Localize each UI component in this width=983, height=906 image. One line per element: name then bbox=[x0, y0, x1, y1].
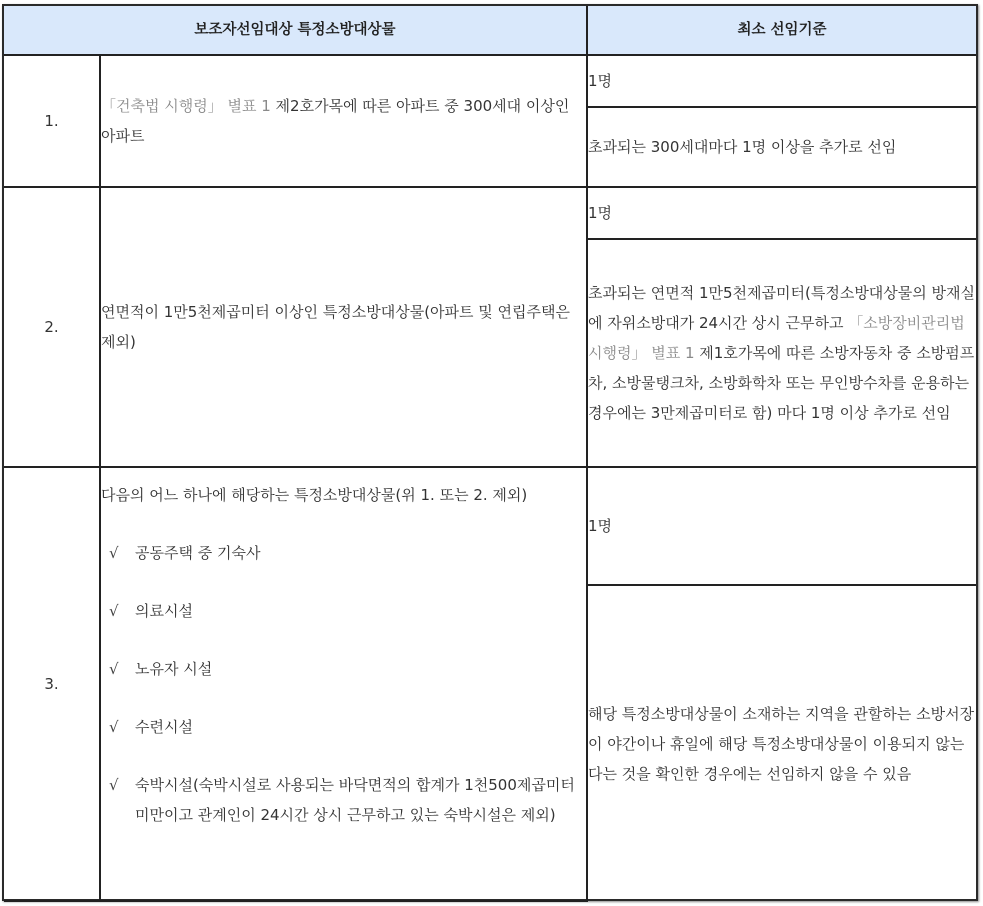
criteria-base: 1명 bbox=[587, 187, 976, 239]
criteria-exception: 해당 특정소방대상물이 소재하는 지역을 관할하는 소방서장이 야간이나 휴일에 해당 특정소방대상물이 이용되지 않는다는 것을 확인한 경우에는 선임하지 않을 수 있음 bbox=[587, 585, 976, 901]
list-item bbox=[101, 770, 586, 830]
table-row bbox=[4, 187, 976, 239]
row-description bbox=[100, 467, 587, 901]
description-text: 제2호가목에 따른 아파트 중 300세대 이상인 아파트 bbox=[101, 97, 570, 145]
table-row bbox=[4, 55, 976, 107]
table-header-row bbox=[4, 6, 976, 55]
check-mark-icon: √ bbox=[109, 544, 119, 562]
check-mark-icon: √ bbox=[109, 660, 119, 678]
list-item bbox=[101, 712, 586, 742]
table-row bbox=[4, 467, 976, 585]
criteria-base: 1명 bbox=[587, 467, 976, 585]
list-item-label: 숙박시설(숙박시설로 사용되는 바닥면적의 합계가 1천500제곱미터 미만이고 관계인이 24시간 상시 근무하고 있는 숙박시설은 제외) bbox=[135, 776, 575, 824]
law-reference: 「건축법 시행령」 별표 1 bbox=[101, 97, 271, 115]
header-minimum-criteria: 최소 선임기준 bbox=[587, 6, 976, 55]
check-mark-icon: √ bbox=[109, 718, 119, 736]
list-item-label: 공동주택 중 기숙사 bbox=[135, 544, 261, 562]
description-intro: 다음의 어느 하나에 해당하는 특정소방대상물(위 1. 또는 2. 제외) bbox=[101, 486, 528, 504]
check-mark-icon: √ bbox=[109, 602, 119, 620]
criteria-text-after: 제1호가목에 따른 소방자동차 중 소방펌프차, 소방물탱크차, 소방화학차 또는 무인방수차를 운용하는 경우에는 3만제곱미터로 함) 마다 1명 이상 추가로 선임 bbox=[588, 344, 975, 422]
criteria-text-before: 초과되는 연면적 1만5천제곱미터(특정소방대상물의 방재실에 자위소방대가 24시간 상시 근무하고 bbox=[588, 284, 976, 332]
facility-list bbox=[101, 538, 586, 830]
criteria-additional: 초과되는 300세대마다 1명 이상을 추가로 선임 bbox=[587, 107, 976, 187]
row-number: 3. bbox=[4, 467, 100, 901]
check-mark-icon: √ bbox=[109, 776, 119, 794]
list-item bbox=[101, 596, 586, 626]
list-item-label: 수련시설 bbox=[135, 718, 193, 736]
header-target-objects: 보조자선임대상 특정소방대상물 bbox=[4, 6, 587, 55]
list-item-label: 의료시설 bbox=[135, 602, 193, 620]
criteria-additional bbox=[587, 239, 976, 467]
row-description: 연면적이 1만5천제곱미터 이상인 특정소방대상물(아파트 및 연립주택은 제외) bbox=[100, 187, 587, 467]
list-item bbox=[101, 654, 586, 684]
regulation-table-frame bbox=[2, 4, 978, 901]
assistant-appointment-table bbox=[4, 6, 976, 902]
list-item-label: 노유자 시설 bbox=[135, 660, 213, 678]
row-description bbox=[100, 55, 587, 187]
row-number: 1. bbox=[4, 55, 100, 187]
criteria-base: 1명 bbox=[587, 55, 976, 107]
row-number: 2. bbox=[4, 187, 100, 467]
list-item bbox=[101, 538, 586, 568]
law-reference: 「소방장비관리법 시행령」 별표 1 bbox=[588, 314, 965, 362]
